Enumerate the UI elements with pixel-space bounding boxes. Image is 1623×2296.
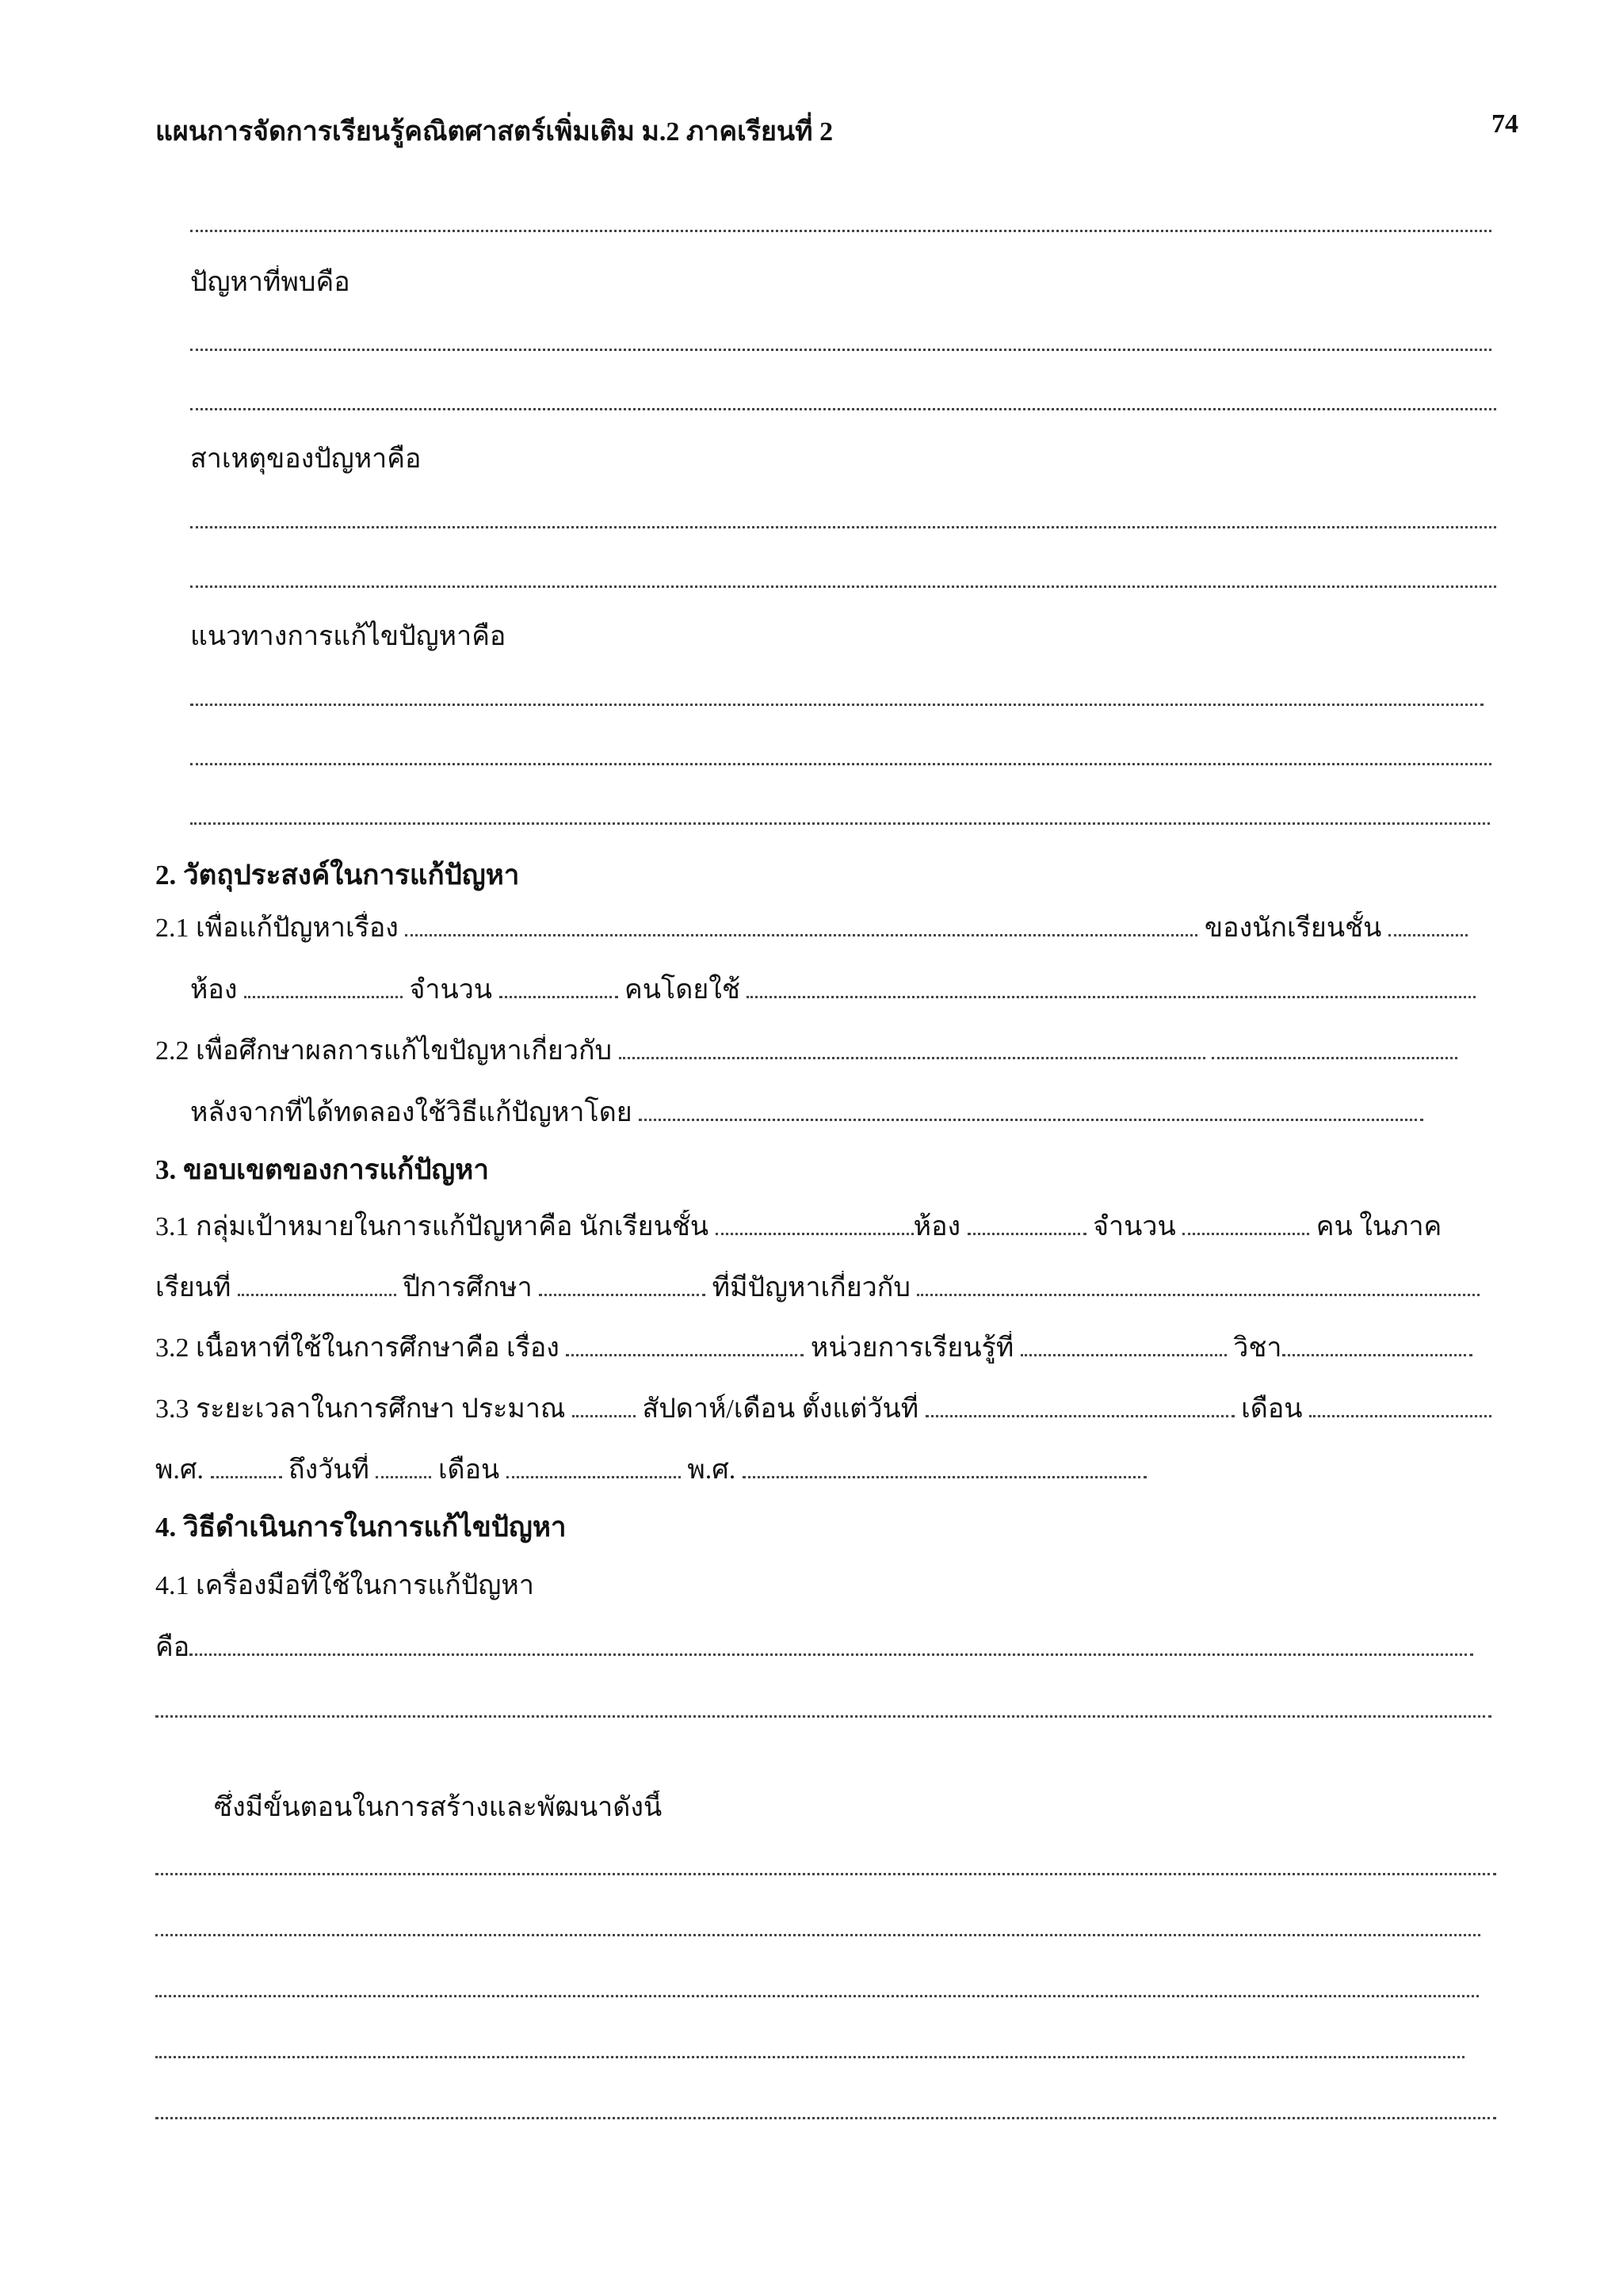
objective-2-1-row [155, 911, 1518, 946]
start-date-label: สัปดาห์/เดือน ตั้งแต่วันที่ [642, 1394, 919, 1424]
room-blank[interactable] [244, 974, 403, 998]
target-count-label: จำนวน [1093, 1212, 1176, 1241]
blank-line[interactable] [155, 1691, 1491, 1726]
section-3-heading: 3. ขอบเขตของการแก้ปัญหา [155, 1154, 489, 1185]
blank-line[interactable] [190, 206, 1491, 241]
document-title: แผนการจัดการเรียนรู้คณิตศาสตร์เพิ่มเติม ม.2 ภาคเรียนที่ 2 [155, 117, 834, 147]
solution-label: แนวทางการแก้ไขปัญหาคือ [190, 622, 506, 651]
objective-2-1-row2 [190, 973, 1506, 1008]
problem-about-label: ที่มีปัญหาเกี่ยวกับ [712, 1273, 911, 1302]
objective-2-2-label: 2.2 เพื่อศึกษาผลการแก้ไขปัญหาเกี่ยวกับ [155, 1036, 613, 1066]
end-month-blank[interactable] [506, 1454, 681, 1478]
start-month-blank[interactable] [1309, 1393, 1491, 1417]
blank-line[interactable] [155, 1971, 1479, 2006]
blank-line[interactable] [190, 680, 1484, 715]
count-label: จำนวน [409, 975, 493, 1005]
end-year-label: พ.ศ. [687, 1455, 736, 1485]
tools-blank[interactable] [189, 1631, 1473, 1656]
target-class-blank[interactable] [716, 1211, 914, 1235]
end-year-blank[interactable] [743, 1454, 1147, 1478]
scope-3-3-row [155, 1392, 1518, 1427]
method-blank[interactable] [747, 974, 1476, 998]
content-label: 3.2 เนื้อหาที่ใช้ในการศึกษาคือ เรื่อง [155, 1333, 559, 1363]
scope-3-2-row [155, 1331, 1518, 1366]
start-year-label: พ.ศ. [155, 1455, 204, 1485]
cause-label: สาเหตุของปัญหาคือ [190, 444, 422, 474]
end-date-blank[interactable] [376, 1454, 431, 1478]
tools-label: 4.1 เครื่องมือที่ใช้ในการแก้ปัญหา [155, 1571, 534, 1600]
start-month-label: เดือน [1241, 1394, 1303, 1424]
target-group-label: 3.1 กลุ่มเป้าหมายในการแก้ปัญหาคือ นักเรียนชั้น [155, 1212, 709, 1241]
target-count-blank[interactable] [1182, 1211, 1309, 1235]
page-number: 74 [1491, 109, 1518, 139]
method-label: คนโดยใช้ [624, 975, 740, 1005]
target-room-label: ห้อง [913, 1212, 961, 1241]
semester-blank[interactable] [238, 1272, 396, 1296]
unit-blank[interactable] [1021, 1332, 1227, 1356]
academic-year-blank[interactable] [539, 1272, 705, 1296]
scope-3-3-row2 [155, 1453, 1518, 1488]
problem-about-blank[interactable] [917, 1272, 1480, 1296]
blank-line[interactable] [190, 799, 1490, 833]
blank-line[interactable] [155, 2093, 1496, 2128]
end-month-label: เดือน [437, 1455, 500, 1485]
target-semester-label: คน ในภาค [1316, 1212, 1442, 1241]
blank-line[interactable] [155, 1910, 1480, 1945]
count-blank[interactable] [499, 974, 618, 998]
objective-2-1-class-label: ของนักเรียนชั้น [1204, 913, 1382, 943]
room-label: ห้อง [190, 975, 238, 1005]
topic-blank[interactable] [405, 912, 1197, 936]
blank-line[interactable] [190, 562, 1496, 597]
blank-line[interactable] [155, 1849, 1496, 1884]
duration-label: 3.3 ระยะเวลาในการศึกษา ประมาณ [155, 1394, 566, 1424]
end-date-label: ถึงวันที่ [288, 1455, 369, 1485]
steps-label: ซึ่งมีขั้นตอนในการสร้างและพัฒนาดังนี้ [214, 1793, 663, 1822]
blank-line[interactable] [190, 384, 1496, 419]
blank-line[interactable] [155, 2032, 1465, 2067]
after-trial-label: หลังจากที่ได้ทดลองใช้วิธีแก้ปัญหาโดย [190, 1098, 632, 1127]
class-blank[interactable] [1388, 912, 1468, 936]
subject-label: วิชา [1233, 1333, 1282, 1363]
subject-blank[interactable] [1282, 1332, 1472, 1356]
start-date-blank[interactable] [926, 1393, 1235, 1417]
blank-line[interactable] [190, 502, 1496, 537]
tools-is-label: คือ [155, 1633, 190, 1662]
objective-2-2-row2 [190, 1096, 1522, 1131]
semester-label: เรียนที่ [155, 1273, 231, 1302]
section-2-heading: 2. วัตถุประสงค์ในการแก้ปัญหา [155, 860, 520, 891]
duration-blank[interactable] [572, 1393, 636, 1417]
start-year-blank[interactable] [211, 1454, 282, 1478]
study-blank-2[interactable] [1212, 1035, 1457, 1059]
scope-3-1-row2 [155, 1271, 1518, 1306]
academic-year-label: ปีการศึกษา [403, 1273, 533, 1302]
trial-method-blank[interactable] [639, 1097, 1423, 1121]
objective-2-2-row [155, 1034, 1518, 1069]
target-room-blank[interactable] [968, 1211, 1086, 1235]
problem-label: ปัญหาที่พบคือ [190, 268, 350, 297]
study-blank[interactable] [619, 1035, 1205, 1059]
content-topic-blank[interactable] [566, 1332, 804, 1356]
tools-row [155, 1630, 1488, 1665]
scope-3-1-row [155, 1210, 1518, 1245]
blank-line[interactable] [190, 325, 1491, 360]
objective-2-1-label: 2.1 เพื่อแก้ปัญหาเรื่อง [155, 913, 399, 943]
section-4-heading: 4. วิธีดำเนินการในการแก้ไขปัญหา [155, 1512, 567, 1543]
blank-line[interactable] [190, 739, 1491, 774]
unit-label: หน่วยการเรียนรู้ที่ [810, 1333, 1014, 1363]
